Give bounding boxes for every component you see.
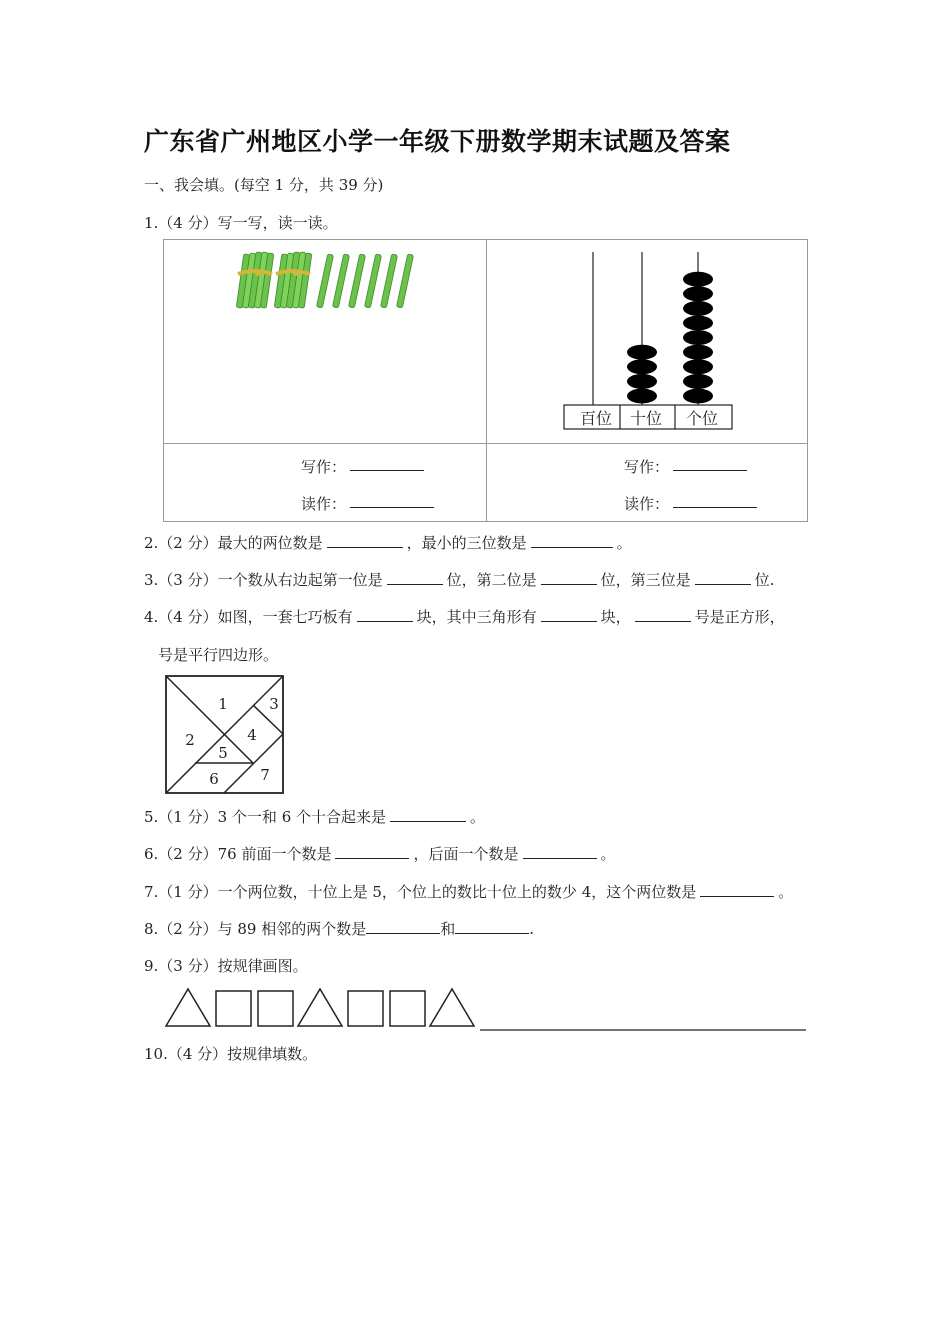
tangram-label-7: 7 [260, 766, 270, 784]
tangram-label-2: 2 [185, 731, 195, 749]
q3-blank-1[interactable] [387, 570, 443, 585]
q3-text-c: 位，第三位是 [600, 571, 691, 589]
question-1-table [163, 239, 808, 522]
abacus-bead [683, 359, 713, 374]
q4-blank-2[interactable] [541, 607, 597, 622]
read-blank-left[interactable] [350, 493, 434, 508]
abacus-image [562, 250, 737, 432]
counting-sticks-image [234, 248, 424, 318]
q4-text-e: 号是平行四边形。 [158, 646, 279, 664]
q6-text-c: 。 [600, 845, 616, 863]
abacus-bead [627, 389, 657, 404]
write-blank-left[interactable] [350, 456, 424, 471]
tangram-label-1: 1 [218, 695, 228, 713]
question-9: 9.（3 分）按规律画图。 [144, 957, 308, 975]
q7-text-b: 。 [778, 883, 794, 901]
q2-text-b: ，最小的三位数是 [406, 534, 527, 552]
q4-blank-1[interactable] [357, 607, 413, 622]
abacus-bead [683, 286, 713, 301]
square-shape [216, 991, 251, 1026]
ones-beads [683, 272, 713, 404]
q2-blank-1[interactable] [327, 533, 403, 548]
place-label-tens: 十位 [630, 409, 663, 428]
abacus-bead [683, 345, 713, 360]
q6-text-b: ，后面一个数是 [413, 845, 519, 863]
q8-text-c: . [529, 920, 535, 938]
abacus-bead [683, 389, 713, 404]
question-3 [144, 569, 774, 590]
q2-blank-2[interactable] [531, 533, 613, 548]
write-label-right: 写作： [624, 458, 670, 476]
table-divider-horizontal [164, 443, 807, 444]
section-heading: 一、我会填。(每空 1 分，共 39 分) [144, 176, 384, 194]
stick-bundle-2 [274, 252, 312, 308]
square-shape [348, 991, 383, 1026]
q5-blank-1[interactable] [390, 807, 466, 822]
q4-text-b: 块，其中三角形有 [416, 608, 537, 626]
tangram-label-3: 3 [269, 695, 279, 713]
q3-text-b: 位，第二位是 [446, 571, 537, 589]
q5-text-a: 5.（1 分）3 个一和 6 个十合起来是 [144, 808, 387, 826]
triangle-shape [430, 989, 474, 1026]
tangram-label-5: 5 [218, 744, 228, 762]
abacus-bead [627, 374, 657, 389]
tangram-label-4: 4 [247, 726, 257, 744]
question-6 [144, 843, 616, 864]
tangram-label-6: 6 [209, 770, 219, 788]
q3-blank-2[interactable] [541, 570, 597, 585]
square-shape [390, 991, 425, 1026]
abacus-bead [683, 374, 713, 389]
square-shape [258, 991, 293, 1026]
triangle-shape [298, 989, 342, 1026]
q7-blank-1[interactable] [700, 882, 774, 897]
q3-text-d: 位. [754, 571, 775, 589]
q7-text-a: 7.（1 分）一个两位数，十位上是 5，个位上的数比十位上的数少 4，这个两位数是 [144, 883, 697, 901]
q2-text-a: 2.（2 分）最大的两位数是 [144, 534, 323, 552]
q8-text-a: 8.（2 分）与 89 相邻的两个数是 [144, 920, 367, 938]
q6-text-a: 6.（2 分）76 前面一个数是 [144, 845, 332, 863]
question-4 [144, 606, 785, 627]
read-blank-right[interactable] [673, 493, 757, 508]
q3-text-a: 3.（3 分）一个数从右边起第一位是 [144, 571, 383, 589]
abacus-bead [683, 316, 713, 331]
q8-text-b: 和 [440, 920, 456, 938]
shape-pattern [164, 986, 810, 1034]
read-label-left: 读作： [301, 495, 347, 513]
single-sticks [316, 254, 413, 308]
q6-blank-1[interactable] [335, 844, 409, 859]
abacus-bead [683, 301, 713, 316]
place-label-hundreds: 百位 [580, 409, 613, 428]
abacus-bead [627, 359, 657, 374]
abacus-bead [683, 272, 713, 287]
write-blank-right[interactable] [673, 456, 747, 471]
q3-blank-3[interactable] [695, 570, 751, 585]
q6-blank-2[interactable] [523, 844, 597, 859]
place-label-ones: 个位 [686, 409, 719, 428]
question-2 [144, 532, 632, 553]
q2-text-c: 。 [616, 534, 632, 552]
q5-text-b: 。 [470, 808, 486, 826]
question-5 [144, 806, 485, 827]
q4-text-d: 号是正方形， [694, 608, 785, 626]
question-4-continued [144, 644, 278, 665]
question-7 [144, 881, 793, 902]
abacus-bead [627, 345, 657, 360]
question-1: 1.（4 分）写一写，读一读。 [144, 214, 338, 232]
page-title: 广东省广州地区小学一年级下册数学期末试题及答案 [144, 127, 731, 156]
q4-text-c: 块， [600, 608, 631, 626]
tangram-figure [164, 674, 286, 796]
tens-beads [627, 345, 657, 404]
table-divider-vertical [486, 240, 487, 521]
write-label-left: 写作： [301, 458, 347, 476]
q4-blank-4[interactable] [144, 646, 158, 660]
q8-blank-2[interactable] [455, 919, 529, 934]
stick-bundle-1 [236, 252, 274, 308]
question-8 [144, 918, 534, 939]
read-label-right: 读作： [624, 495, 670, 513]
q4-blank-3[interactable] [635, 607, 691, 622]
triangle-shape [166, 989, 210, 1026]
question-10: 10.（4 分）按规律填数。 [144, 1045, 318, 1063]
abacus-bead [683, 330, 713, 345]
q4-text-a: 4.（4 分）如图，一套七巧板有 [144, 608, 353, 626]
q8-blank-1[interactable] [366, 919, 440, 934]
